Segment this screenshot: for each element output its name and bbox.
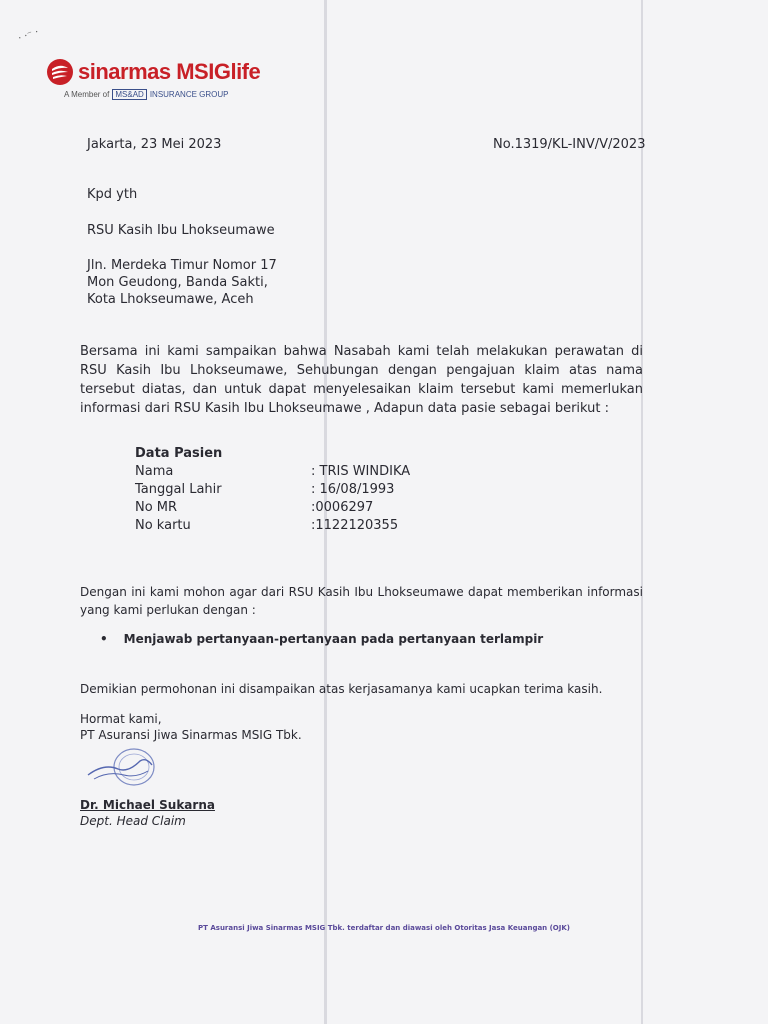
patient-row: No kartu :1122120355 (135, 518, 399, 533)
address-line: Mon Geudong, Banda Sakti, (87, 275, 268, 290)
signatory-title: Dept. Head Claim (80, 814, 186, 828)
signature-stamp-icon (84, 745, 158, 789)
reference-number: No.1319/KL-INV/V/2023 (493, 137, 646, 152)
patient-row: Nama : TRIS WINDIKA (135, 464, 411, 479)
bullet-text: Menjawab pertanyaan-pertanyaan pada pertanyaan terlampir (123, 632, 544, 646)
member-tagline: A Member of MS&AD INSURANCE GROUP (64, 90, 229, 99)
patient-row: No MR :0006297 (135, 500, 374, 515)
address-line: Kota Lhokseumawe, Aceh (87, 292, 254, 307)
regards: Hormat kami, (80, 712, 162, 726)
signatory-name: Dr. Michael Sukarna (80, 798, 215, 812)
recipient: RSU Kasih Ibu Lhokseumawe (87, 223, 275, 238)
address-line: Jln. Merdeka Timur Nomor 17 (87, 258, 277, 273)
place-date: Jakarta, 23 Mei 2023 (87, 137, 222, 152)
patient-row: Tanggal Lahir : 16/08/1993 (135, 482, 395, 497)
sinarmas-logo-icon (46, 58, 74, 86)
patient-data-table (135, 445, 410, 535)
paper-fold-line (641, 0, 643, 1024)
patient-data-heading: Data Pasien (135, 446, 223, 461)
company-name: PT Asuransi Jiwa Sinarmas MSIG Tbk. (80, 728, 302, 742)
intro-paragraph: Bersama ini kami sampaikan bahwa Nasabah kami telah melakukan perawatan di RSU Kasih Ibu Lhokseumawe, Sehubungan dengan pengajuan klaim atas nama tersebut diatas, dan untuk dapat menyelesaikan klaim tersebut kami memerlukan informasi dari RSU Kasih Ibu Lhokseumawe , Adapun data pasie sebagai berikut : (80, 344, 643, 416)
legal-footer: PT Asuransi Jiwa Sinarmas MSIG Tbk. terdaftar dan diawasi oleh Otoritas Jasa Keuangan (OJK) (198, 924, 570, 932)
scan-specks: · ·⁻ · (16, 26, 41, 45)
salutation: Kpd yth (87, 187, 138, 202)
request-paragraph: Dengan ini kami mohon agar dari RSU Kasih Ibu Lhokseumawe dapat memberikan informasi yang kami perlukan dengan : (80, 585, 643, 617)
closing-sentence: Demikian permohonan ini disampaikan atas kerjasamanya kami ucapkan terima kasih. (80, 682, 603, 696)
bullet-dot-icon: • (100, 632, 108, 646)
company-logo (46, 58, 260, 86)
brand-name: sinarmas MSIGlife (78, 59, 261, 84)
request-bullet (100, 632, 543, 646)
